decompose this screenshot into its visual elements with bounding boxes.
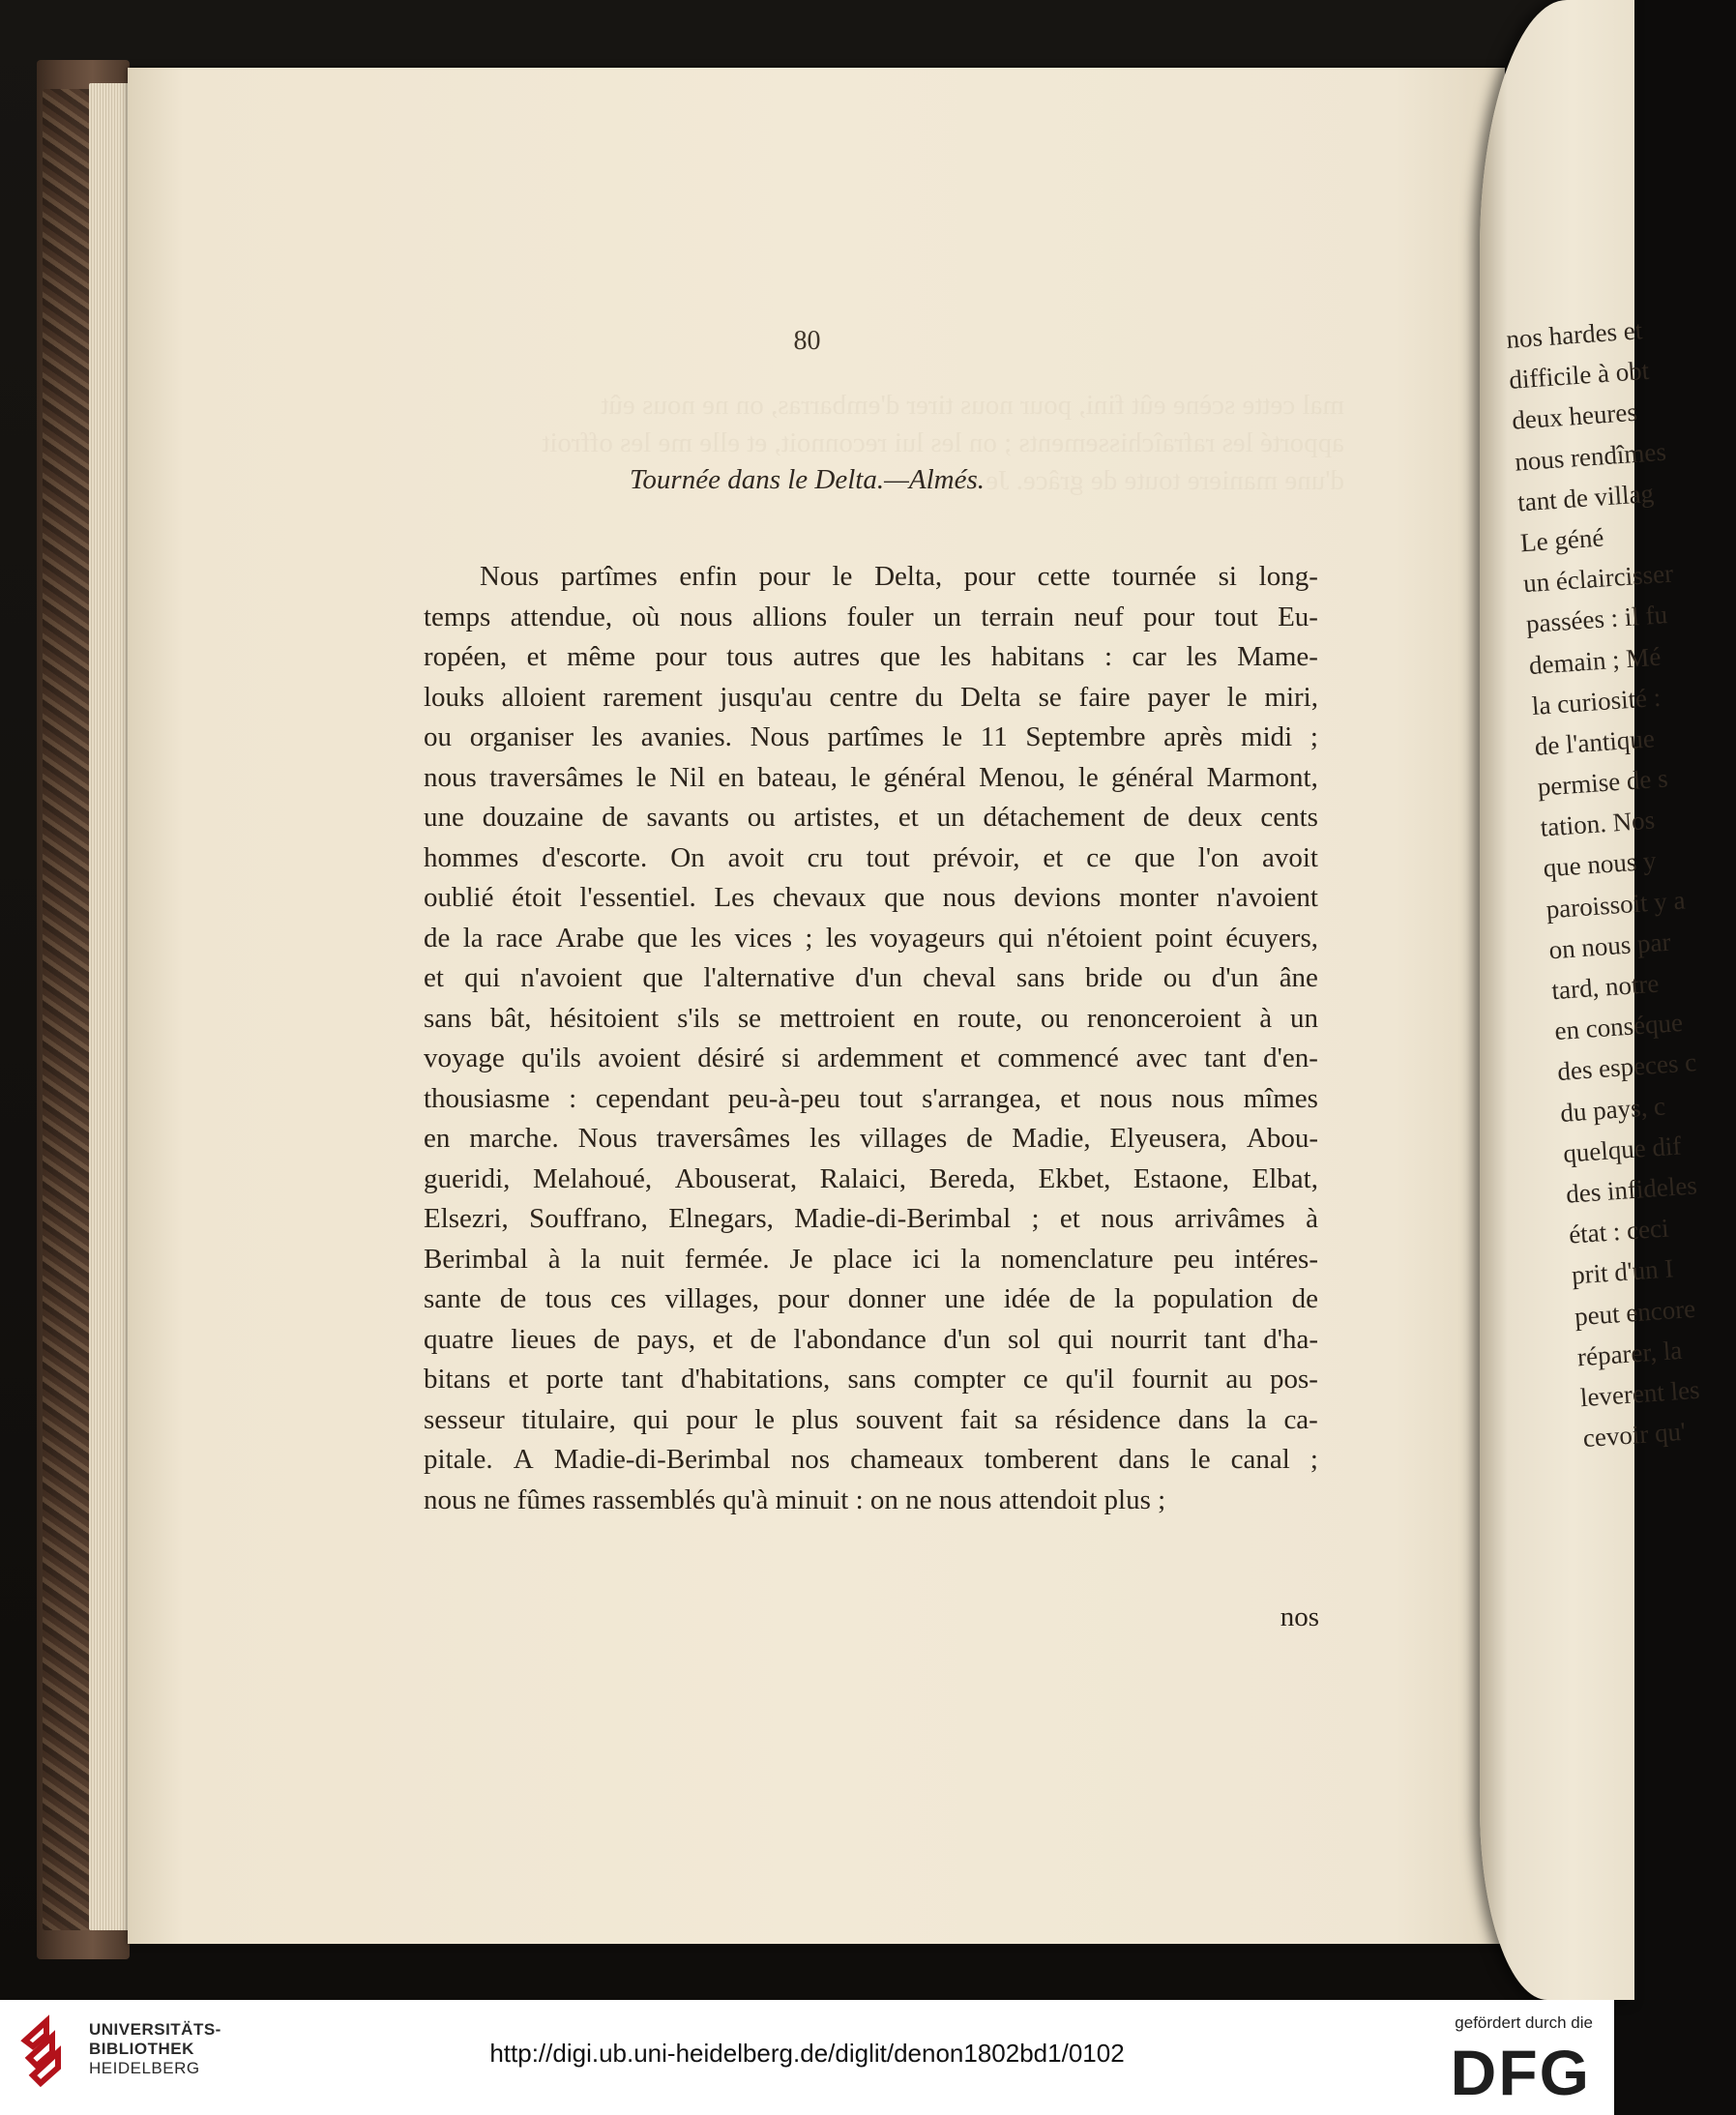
facing-text-line: passées : il fu bbox=[1525, 600, 1668, 639]
facing-text-line: peut encore bbox=[1574, 1293, 1697, 1331]
facing-text-line: Le géné bbox=[1519, 522, 1605, 558]
facing-text-line: prit d'un I bbox=[1571, 1253, 1675, 1290]
text-line: Berimbal à la nuit fermée. Je place ici la nomenclature peu intéres- bbox=[424, 1243, 1318, 1275]
text-line: en marche. Nous traversâmes les villages de Madie, Elyeusera, Abou- bbox=[424, 1123, 1318, 1154]
facing-text-line: des especes c bbox=[1556, 1047, 1698, 1087]
text-line: hommes d'escorte. On avoit cru tout prévoir, et ce que l'on avoit bbox=[424, 841, 1318, 873]
text-line: bitans et porte tant d'habitations, sans compter ce qu'il fournit au pos- bbox=[424, 1364, 1318, 1395]
text-line: gueridi, Melahoué, Abouserat, Ralaici, Bereda, Ekbet, Estaone, Elbat, bbox=[424, 1162, 1318, 1194]
facing-text-line: deux heures bbox=[1511, 397, 1638, 436]
facing-text-line: leverent les bbox=[1578, 1374, 1701, 1413]
text-line: ou organiser les avanies. Nous partîmes le 11 Septembre après midi ; bbox=[424, 721, 1318, 752]
library-name-line: HEIDELBERG bbox=[89, 2059, 200, 2077]
facing-text-line: en conséque bbox=[1553, 1008, 1684, 1046]
catchword: nos bbox=[1280, 1601, 1319, 1632]
text-line: quatre lieues de pays, et de l'abondance d'un sol qui nourrit tant d'ha- bbox=[424, 1323, 1318, 1355]
facing-text-line: des infideles bbox=[1565, 1170, 1698, 1209]
facing-text-line: état : ceci bbox=[1568, 1213, 1670, 1249]
facing-text-line: difficile à obt bbox=[1508, 355, 1651, 395]
text-line: une douzaine de savants ou artistes, et un détachement de deux cents bbox=[424, 802, 1318, 833]
text-line: voyage qu'ils avoient désiré si ardemment et commencé avec tant d'en- bbox=[424, 1043, 1318, 1073]
facing-text-line: de l'antique bbox=[1533, 723, 1656, 761]
facing-text-line: tant de villag bbox=[1516, 478, 1655, 517]
text-line: nous traversâmes le Nil en bateau, le général Menou, le général Marmont, bbox=[424, 761, 1318, 793]
body-text bbox=[424, 557, 1318, 1520]
facing-text-line: tation. Nos bbox=[1539, 805, 1657, 842]
library-name-line: BIBLIOTHEK bbox=[89, 2040, 194, 2058]
page-number: 80 bbox=[793, 326, 821, 356]
text-line: sans bât, hésitoient s'ils se mettroient en route, ou renonceroient à un bbox=[424, 1002, 1318, 1034]
text-line: temps attendue, où nous allions fouler un terrain neuf pour tout Eu- bbox=[424, 601, 1318, 632]
text-line: nous ne fûmes rassemblés qu'à minuit : on ne nous attendoit plus ; bbox=[424, 1483, 1166, 1515]
permalink-url[interactable]: http://digi.ub.uni-heidelberg.de/diglit/denon1802bd1/0102 bbox=[489, 2039, 1125, 2068]
text-line: thousiasme : cependant peu-à-peu tout s'arrangea, et nous nous mîmes bbox=[424, 1082, 1318, 1114]
dfg-logo: DFG bbox=[1450, 2037, 1591, 2108]
facing-text-line: paroissoit y a bbox=[1545, 885, 1687, 925]
facing-text-line: nous rendîmes bbox=[1514, 436, 1667, 477]
facing-text-line: que nous y bbox=[1542, 845, 1658, 884]
text-line: pitale. A Madie-di-Berimbal nos chameaux tomberent dans le canal ; bbox=[424, 1444, 1318, 1475]
facing-text-line: quelque dif bbox=[1562, 1131, 1683, 1168]
text-line: sante de tous ces villages, pour donner une idée de la population de bbox=[424, 1283, 1318, 1314]
text-line: ropéen, et même pour tous autres que les habitans : car les Mame- bbox=[424, 641, 1318, 672]
text-line: Nous partîmes enfin pour le Delta, pour cette tournée si long- bbox=[480, 561, 1318, 592]
text-line: louks alloient rarement jusqu'au centre du Delta se faire payer le miri, bbox=[424, 681, 1318, 713]
library-name-line: UNIVERSITÄTS- bbox=[89, 2020, 221, 2039]
facing-text-line: la curiosité : bbox=[1530, 682, 1662, 720]
text-line: de la race Arabe que les vices ; les voyageurs qui n'étoient point écuyers, bbox=[424, 922, 1318, 954]
facing-page bbox=[1480, 0, 1701, 2000]
footer bbox=[0, 2000, 1614, 2115]
facing-text-line: tard, notre bbox=[1550, 968, 1661, 1006]
text-line: et qui n'avoient que l'alternative d'un cheval sans bride ou d'un âne bbox=[424, 962, 1318, 993]
facing-text-line: permise de s bbox=[1536, 763, 1669, 802]
text-line: sesseur titulaire, qui pour le plus souvent fait sa résidence dans la ca- bbox=[424, 1403, 1318, 1435]
facing-text-line: demain ; Mé bbox=[1527, 641, 1662, 680]
facing-text-line: nos hardes et bbox=[1505, 315, 1644, 354]
facing-text-line: un éclaircisser bbox=[1522, 558, 1674, 599]
facing-text-line: réparer, la bbox=[1575, 1335, 1684, 1372]
sponsor-caption: gefördert durch die bbox=[1455, 2013, 1593, 2032]
facing-text-line: du pays, c bbox=[1559, 1091, 1666, 1128]
text-line: Elsezri, Souffrano, Elnegars, Madie-di-Berimbal ; et nous arrivâmes à bbox=[424, 1203, 1318, 1234]
facing-text-line: on nous par bbox=[1547, 926, 1672, 965]
facing-text-line: cevoir qu' bbox=[1581, 1416, 1687, 1454]
facing-page-text bbox=[1505, 309, 1729, 1459]
text-line: oublié étoit l'essentiel. Les chevaux que nous devions monter n'avoient bbox=[424, 882, 1318, 913]
chapter-title: Tournée dans le Delta.—Almés. bbox=[629, 464, 986, 495]
show-through-text: mal cette scène eût fini, pour nous tirer d'embarras, on ne nous eût apporté les rafraîchissements ; on les lui reconnoit, et elle me les offroit d'une maniere toute de grâce. Je crois bbox=[542, 390, 1344, 496]
